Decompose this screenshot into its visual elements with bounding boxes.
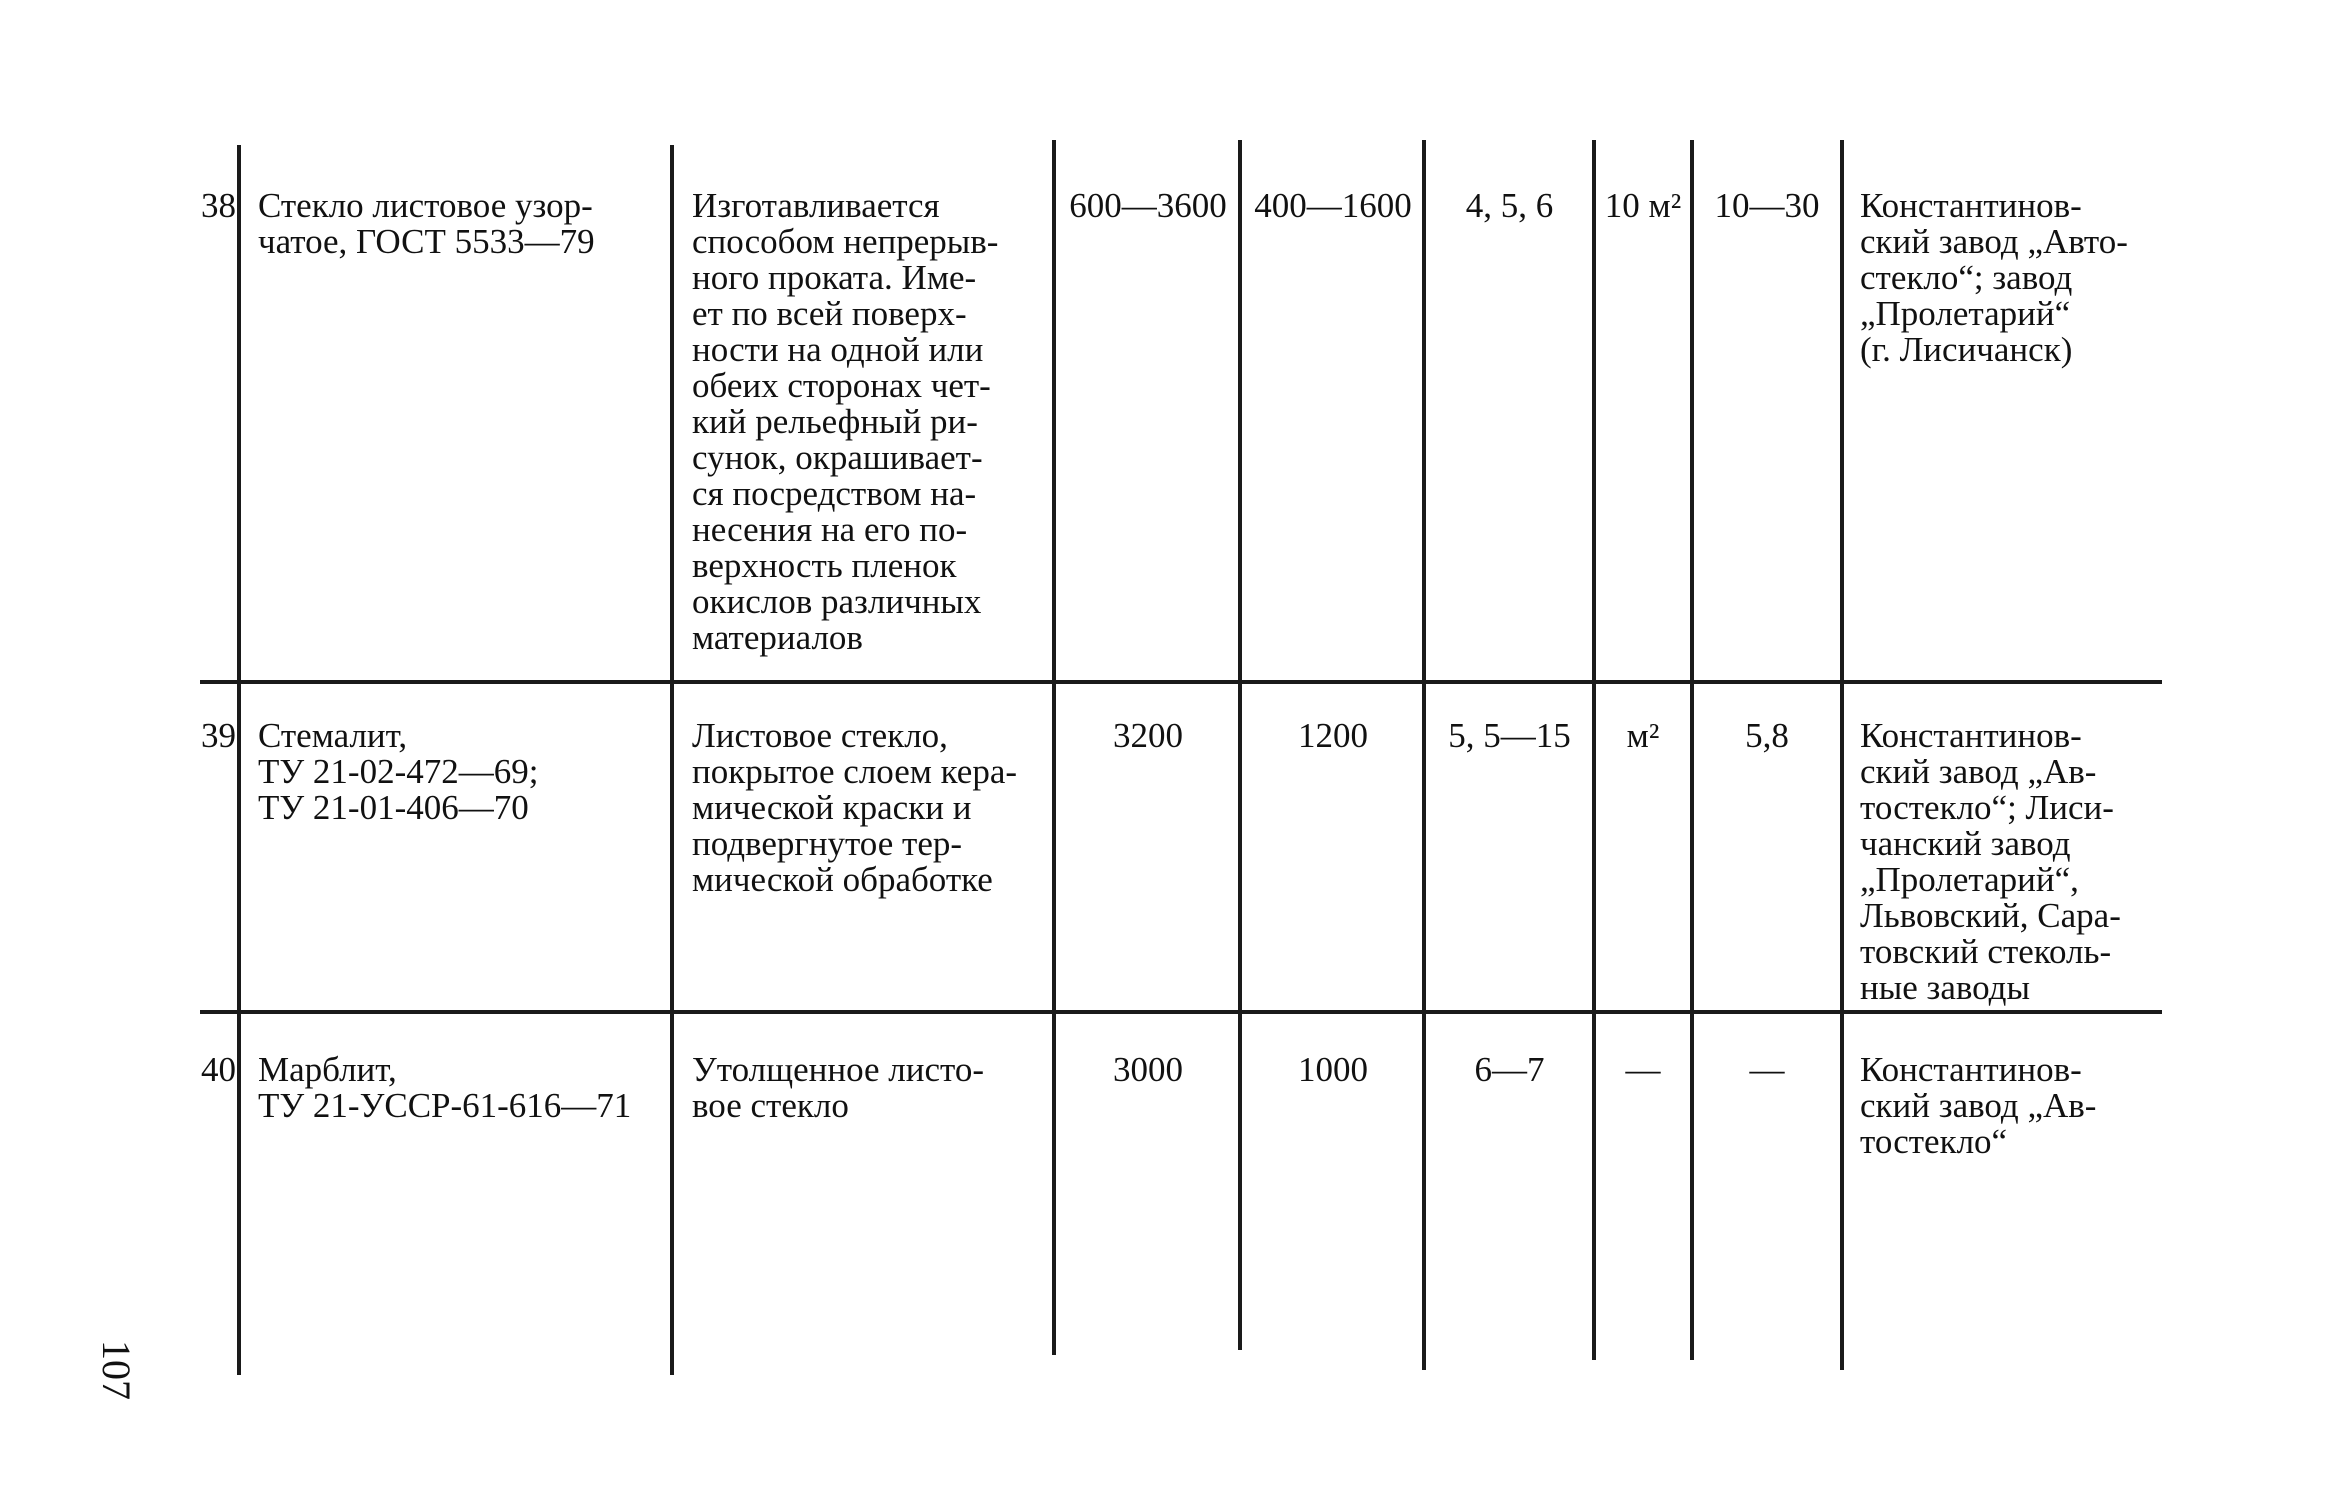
unit-value: 10 м² — [1604, 186, 1682, 225]
row-number: 39 — [201, 716, 236, 755]
column-rule — [237, 145, 241, 1375]
length-value: 600—3600 — [1069, 186, 1227, 225]
thickness-value: 4, 5, 6 — [1465, 186, 1554, 225]
thickness-value: 5, 5—15 — [1448, 716, 1571, 755]
material-name: Марблит, ТУ 21-УССР-61-616—71 — [258, 1050, 632, 1125]
column-rule — [1052, 140, 1056, 1355]
material-name: Стекло листовое узор- чатое, ГОСТ 5533—79 — [258, 186, 595, 261]
column-rule — [1238, 140, 1242, 1350]
row-number: 40 — [201, 1050, 236, 1089]
row-separator — [200, 1010, 2162, 1014]
unit-value: м² — [1626, 716, 1660, 755]
column-rule — [670, 145, 674, 1375]
unit-value: — — [1625, 1050, 1661, 1089]
column-rule — [1422, 140, 1426, 1370]
length-value: 3200 — [1113, 716, 1183, 755]
width-value: 400—1600 — [1254, 186, 1412, 225]
material-description: Изготавливается способом непрерыв- ного проката. Име- ет по всей поверх- ности на одной или обеих сторонах чет- кий рельефный ри- сунок, окрашивает- ся посредством на- несения на его по- верхность пленок окислов различных материалов — [692, 186, 999, 657]
column-rule — [1840, 140, 1844, 1370]
weight-value: — — [1749, 1050, 1785, 1089]
material-description: Утолщенное листо- вое стекло — [692, 1050, 984, 1125]
length-value: 3000 — [1113, 1050, 1183, 1089]
material-description: Листовое стекло, покрытое слоем кера- мической краски и подвергнутое тер- мической обработке — [692, 716, 1018, 899]
thickness-value: 6—7 — [1474, 1050, 1545, 1089]
weight-value: 5,8 — [1745, 716, 1789, 755]
row-separator — [200, 680, 2162, 684]
width-value: 1200 — [1298, 716, 1368, 755]
width-value: 1000 — [1298, 1050, 1368, 1089]
manufacturer: Константинов- ский завод „Авто- стекло“; завод „Пролетарий“ (г. Лисичанск) — [1860, 186, 2128, 369]
weight-value: 10—30 — [1714, 186, 1820, 225]
page-number: 107 — [94, 1340, 139, 1400]
manufacturer: Константинов- ский завод „Ав- тостекло“; Лиси- чанский завод „Пролетарий“, Львовский, Сара- товский стеколь- ные заводы — [1860, 716, 2121, 1007]
row-number: 38 — [201, 186, 236, 225]
manufacturer: Константинов- ский завод „Ав- тостекло“ — [1860, 1050, 2097, 1161]
material-name: Стемалит, ТУ 21-02-472—69; ТУ 21-01-406—70 — [258, 716, 539, 827]
